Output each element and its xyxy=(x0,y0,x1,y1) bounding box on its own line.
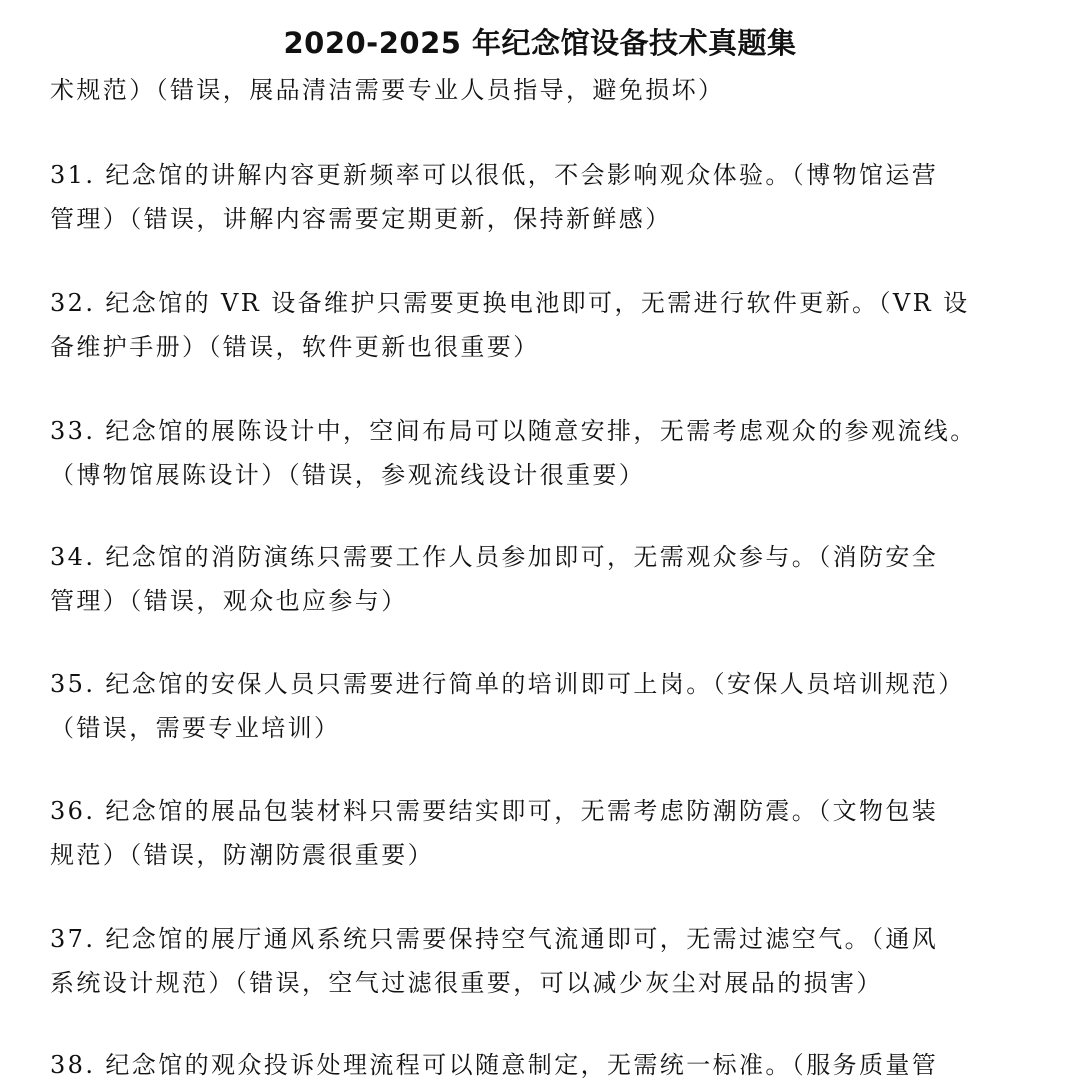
question-38 xyxy=(50,1043,1055,1087)
text-line: 管理）（错误，观众也应参与） xyxy=(50,587,408,615)
text-line: 系统设计规范）（错误，空气过滤很重要，可以减少灰尘对展品的损害） xyxy=(50,969,883,997)
text-line: 38. 纪念馆的观众投诉处理流程可以随意制定，无需统一标准。（服务质量管 xyxy=(50,1051,939,1079)
text-line: 37. 纪念馆的展厅通风系统只需要保持空气流通即可，无需过滤空气。（通风 xyxy=(50,925,939,953)
text-line: 管理）（错误，讲解内容需要定期更新，保持新鲜感） xyxy=(50,205,672,233)
text-line: 35. 纪念馆的安保人员只需要进行简单的培训即可上岗。（安保人员培训规范） xyxy=(50,670,965,698)
question-36 xyxy=(50,789,1055,877)
text-line: （博物馆展陈设计）（错误，参观流线设计很重要） xyxy=(50,461,646,489)
question-31 xyxy=(50,153,1055,241)
text-line: 术规范）（错误，展品清洁需要专业人员指导，避免损坏） xyxy=(50,76,725,104)
question-33 xyxy=(50,409,1055,497)
text-line: 32. 纪念馆的 VR 设备维护只需要更换电池即可，无需进行软件更新。（VR 设 xyxy=(50,289,970,317)
page-title: 2020-2025 年纪念馆设备技术真题集 xyxy=(283,26,797,61)
question-32 xyxy=(50,281,1055,369)
text-line: 31. 纪念馆的讲解内容更新频率可以很低，不会影响观众体验。（博物馆运营 xyxy=(50,161,939,189)
question-35 xyxy=(50,662,1055,750)
intro-paragraph xyxy=(50,68,1055,112)
text-line: 33. 纪念馆的展陈设计中，空间布局可以随意安排，无需考虑观众的参观流线。 xyxy=(50,417,977,445)
text-line: （错误，需要专业培训） xyxy=(50,714,341,742)
text-line: 34. 纪念馆的消防演练只需要工作人员参加即可，无需观众参与。（消防安全 xyxy=(50,543,939,571)
question-34 xyxy=(50,535,1055,623)
text-line: 规范）（错误，防潮防震很重要） xyxy=(50,841,434,869)
text-line: 36. 纪念馆的展品包装材料只需要结实即可，无需考虑防潮防震。（文物包装 xyxy=(50,797,939,825)
text-line: 备维护手册）（错误，软件更新也很重要） xyxy=(50,333,540,361)
question-37 xyxy=(50,917,1055,1005)
